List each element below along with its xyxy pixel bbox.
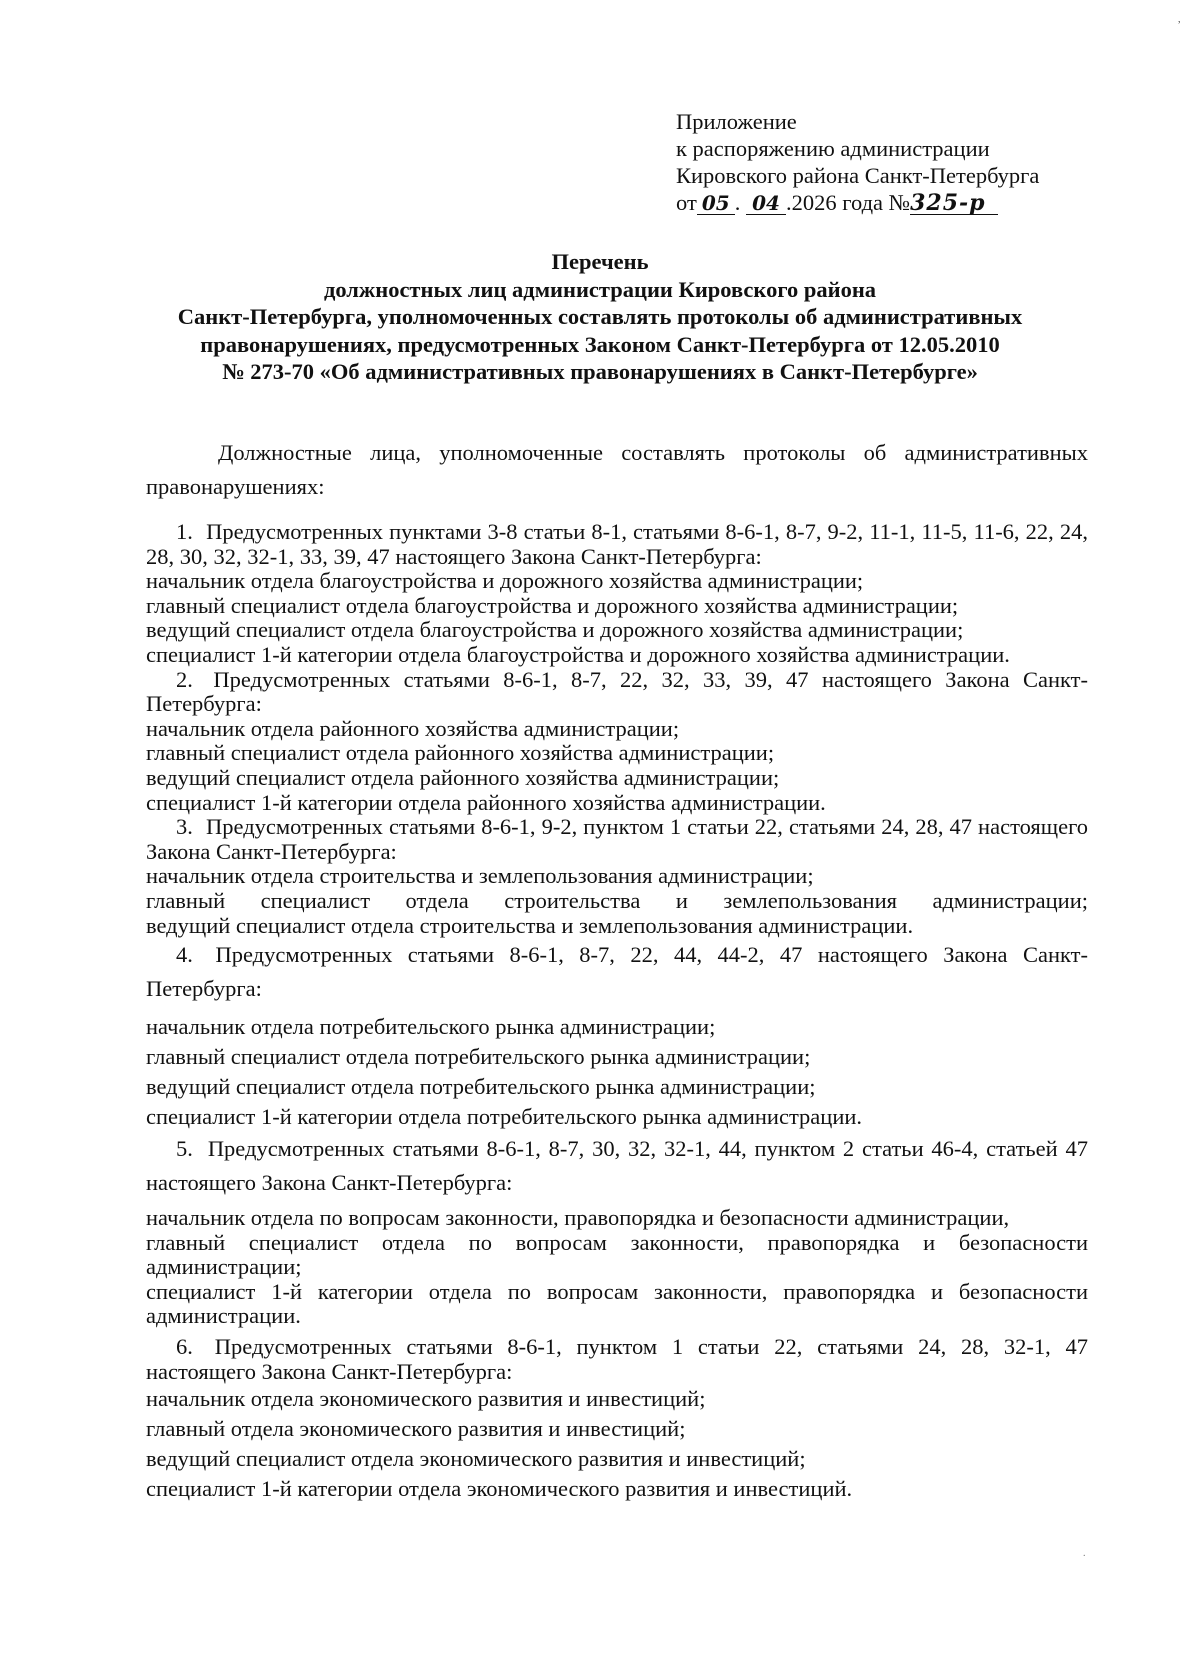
list-item-number: 4. bbox=[176, 942, 193, 968]
officials-list bbox=[146, 520, 1088, 1504]
intro-text: Должностные лица, уполномоченные составлять протоколы об административных правонарушениях: bbox=[146, 440, 1088, 499]
handwritten-number: 325-р bbox=[910, 192, 998, 215]
appendix-block bbox=[676, 108, 1039, 216]
scan-speck: . bbox=[1083, 1548, 1086, 1559]
list-item-number: 5. bbox=[176, 1136, 193, 1162]
official-line: главный специалист отдела благоустройства и дорожного хозяйства администрации; bbox=[146, 592, 959, 618]
handwritten-day: 05 bbox=[697, 192, 735, 215]
official-line: главный отдела экономического развития и инвестиций; bbox=[146, 1416, 686, 1442]
list-item-heading: 2. Предусмотренных статьями 8-6-1, 8-7, 22, 32, 33, 39, 47 настоящего Закона Санкт-Петербурга: bbox=[146, 666, 1089, 717]
date-sep: . bbox=[734, 190, 741, 215]
list-item-heading: 1. Предусмотренных пунктами 3-8 статьи 8-1, статьями 8-6-1, 8-7, 9-2, 11-1, 11-5, 11-6, 22, 24, 28, 30, 32, 32-1, 33, 39, 47 настоящего Закона Санкт-Петербурга: bbox=[146, 519, 1089, 569]
official-line: главный специалист отдела потребительского рынка администрации; bbox=[146, 1044, 811, 1070]
official-line: специалист 1-й категории отдела потребительского рынка администрации. bbox=[146, 1104, 863, 1130]
scan-speck: , bbox=[1178, 14, 1181, 25]
official-line: специалист 1-й категории отдела экономического развития и инвестиций. bbox=[146, 1476, 853, 1502]
official-line: начальник отдела по вопросам законности, правопорядка и безопасности администрации, bbox=[146, 1205, 1010, 1231]
title-line: Перечень bbox=[551, 249, 649, 274]
title-line: № 273-70 «Об административных правонарушениях в Санкт-Петербурге» bbox=[222, 359, 978, 384]
list-item-heading: 5. Предусмотренных статьями 8-6-1, 8-7, 30, 32, 32-1, 44, пунктом 2 статьи 46-4, статьей 47 настоящего Закона Санкт-Петербурга: bbox=[146, 1132, 1088, 1200]
appendix-date-line bbox=[676, 189, 1039, 216]
appendix-line: Кировского района Санкт-Петербурга bbox=[676, 163, 1040, 188]
official-line: ведущий специалист отдела благоустройства и дорожного хозяйства администрации; bbox=[146, 617, 964, 643]
list-item-heading: 4. Предусмотренных статьями 8-6-1, 8-7, 22, 44, 44-2, 47 настоящего Закона Санкт-Петербурга: bbox=[146, 938, 1088, 1006]
handwritten-month: 04 bbox=[746, 192, 786, 215]
official-line: главный специалист отдела по вопросам законности, правопорядка и безопасности администрации; bbox=[146, 1229, 1088, 1280]
list-item-number: 2. bbox=[176, 666, 193, 692]
list-item-heading: 3. Предусмотренных статьями 8-6-1, 9-2, пунктом 1 статьи 22, статьями 24, 28, 47 настоящего Закона Санкт-Петербурга: bbox=[146, 814, 1089, 864]
official-line: начальник отдела потребительского рынка администрации; bbox=[146, 1014, 716, 1040]
official-line: ведущий специалист отдела экономического развития и инвестиций; bbox=[146, 1446, 806, 1472]
official-line: начальник отдела экономического развития и инвестиций; bbox=[146, 1386, 706, 1412]
list-item-number: 6. bbox=[176, 1334, 193, 1360]
list-item-heading: 6. Предусмотренных статьями 8-6-1, пунктом 1 статьи 22, статьями 24, 28, 32-1, 47 настоящего Закона Санкт-Петербурга: bbox=[146, 1334, 1088, 1384]
official-line: начальник отдела благоустройства и дорожного хозяйства администрации; bbox=[146, 568, 864, 594]
official-line: главный специалист отдела районного хозяйства администрации; bbox=[146, 740, 775, 766]
list-item-number: 3. bbox=[176, 814, 193, 840]
official-line: главный специалист отдела строительства и землепользования администрации; bbox=[146, 887, 1088, 913]
official-line: ведущий специалист отдела потребительского рынка администрации; bbox=[146, 1074, 816, 1100]
document-title bbox=[120, 248, 1080, 386]
official-line: ведущий специалист отдела районного хозяйства администрации; bbox=[146, 764, 780, 790]
appendix-line: к распоряжению администрации bbox=[676, 136, 990, 161]
official-line: ведущий специалист отдела строительства и землепользования администрации. bbox=[146, 912, 914, 938]
official-line: специалист 1-й категории отдела по вопросам законности, правопорядка и безопасности администрации. bbox=[146, 1278, 1088, 1329]
official-line: начальник отдела районного хозяйства администрации; bbox=[146, 715, 680, 741]
title-line: должностных лиц администрации Кировского района bbox=[323, 276, 877, 302]
number-prefix: № bbox=[888, 190, 911, 215]
list-item-number: 1. bbox=[176, 519, 193, 544]
official-line: начальник отдела строительства и землепользования администрации; bbox=[146, 863, 814, 889]
official-line: специалист 1-й категории отдела районного хозяйства администрации. bbox=[146, 789, 826, 815]
title-line: Санкт-Петербурга, уполномоченных составлять протоколы об административных bbox=[177, 304, 1023, 329]
date-prefix: от bbox=[676, 190, 697, 215]
intro-paragraph bbox=[146, 436, 1088, 504]
official-line: специалист 1-й категории отдела благоустройства и дорожного хозяйства администрации. bbox=[146, 641, 1010, 667]
date-year: .2026 года bbox=[786, 190, 884, 215]
title-line: правонарушениях, предусмотренных Законом Санкт-Петербурга от 12.05.2010 bbox=[200, 331, 1000, 357]
appendix-line: Приложение bbox=[676, 109, 797, 134]
